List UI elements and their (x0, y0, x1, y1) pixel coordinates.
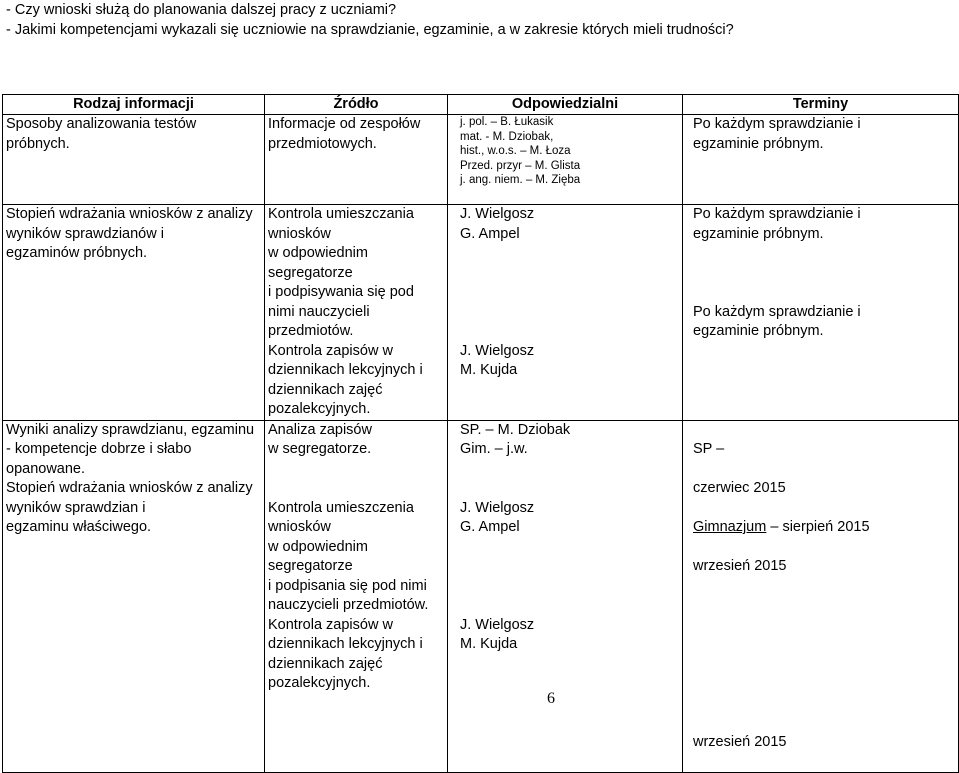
row3-type: Wyniki analizy sprawdzianu, egzaminu - kompetencje dobrze i słabo opanowane. Stopień wdrażania wniosków z analizy wyników sprawdzian i egzaminu właściwego. (6, 421, 255, 535)
terms-sp-label: SP – (693, 441, 725, 457)
cell-terms (683, 205, 959, 421)
cell-type (3, 420, 265, 772)
row1-type: Sposoby analizowania testów próbnych. (6, 116, 197, 152)
header-terms: Terminy (683, 95, 959, 115)
row1-terms: Po każdym sprawdzianie i egzaminie próbnym. (693, 116, 861, 152)
row3-responsible: SP. – M. Dziobak Gim. – j.w. J. Wielgosz G. Ampel J. Wielgosz M. Kujda (460, 421, 571, 652)
cell-responsible (448, 205, 683, 421)
row3-terms (693, 421, 955, 772)
cell-type (3, 115, 265, 205)
row2-terms: Po każdym sprawdzianie i egzaminie próbnym. Po każdym sprawdzianie i egzaminie próbnym. (693, 206, 861, 339)
terms-gim-label: Gimnazjum (693, 519, 767, 535)
header-responsible: Odpowiedzialni (448, 95, 683, 115)
intro-questions (6, 0, 734, 40)
row2-source: Kontrola umieszczania wniosków w odpowiednim segregatorze i podpisywania się pod nimi nauczycieli przedmiotów. Kontrola zapisów w dziennikach lekcyjnych i dziennikach zajęć pozalekcyjnych. (268, 206, 423, 417)
cell-source (265, 420, 448, 772)
row3-source: Analiza zapisów w segregatorze. Kontrola umieszczenia wniosków w odpowiednim segregatorze i podpisania się pod nimi nauczycieli przedmiotów. Kontrola zapisów w dziennikach lekcyjnych i dziennikach zajęć pozalekcyjnych. (268, 421, 429, 691)
terms-wrzesien-2: wrzesień 2015 (693, 733, 787, 750)
table-header-row (3, 95, 959, 115)
cell-source (265, 205, 448, 421)
header-source: Źródło (265, 95, 448, 115)
terms-wrzesien-1: wrzesień 2015 (693, 558, 787, 574)
info-table (2, 94, 959, 773)
cell-type (3, 205, 265, 421)
header-type: Rodzaj informacji (3, 95, 265, 115)
intro-line-1: - Czy wnioski służą do planowania dalszej pracy z uczniami? (6, 2, 397, 18)
row1-responsible: j. pol. – B. Łukasik mat. - M. Dziobak, hist., w.o.s. – M. Łoza Przed. przyr – M. Glista j. ang. niem. – M. Zięba (460, 116, 581, 186)
row1-source: Informacje od zespołów przedmiotowych. (268, 116, 421, 152)
table-row (3, 115, 959, 205)
terms-gim-date: – sierpień 2015 (770, 519, 870, 535)
cell-source (265, 115, 448, 205)
table-row (3, 420, 959, 772)
page-number: 6 (547, 690, 555, 707)
row2-responsible: J. Wielgosz G. Ampel J. Wielgosz M. Kujda (460, 206, 535, 378)
row2-type: Stopień wdrażania wniosków z analizy wyników sprawdzianów i egzaminów próbnych. (6, 206, 253, 261)
table-row (3, 205, 959, 421)
cell-responsible (448, 115, 683, 205)
terms-gim (693, 518, 955, 538)
intro-line-2: - Jakimi kompetencjami wykazali się uczniowie na sprawdzianie, egzaminie, a w zakresie których mieli trudności? (6, 22, 734, 38)
cell-terms (683, 115, 959, 205)
spacer (693, 596, 955, 713)
cell-responsible (448, 420, 683, 772)
terms-sp-date: czerwiec 2015 (693, 480, 786, 496)
cell-terms (683, 420, 959, 772)
